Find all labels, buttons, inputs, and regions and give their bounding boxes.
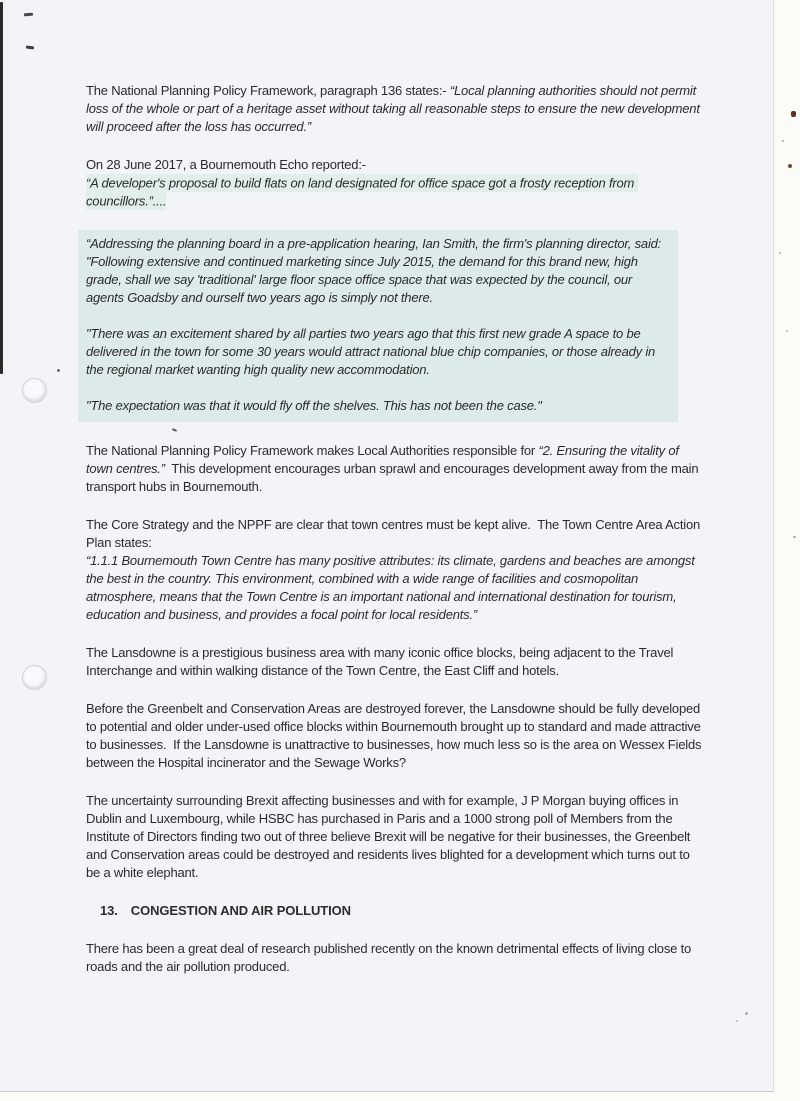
- paragraph: [86, 156, 702, 210]
- scan-speck: [57, 369, 60, 372]
- scan-speck: [745, 1012, 748, 1015]
- text-segment: “A developer's proposal to build flats on land designated for office space got a frosty reception from councillors.”....: [86, 175, 638, 208]
- scan-speck: [782, 140, 784, 142]
- scan-speck: [786, 330, 788, 332]
- nppf-paragraph-136: [86, 82, 702, 136]
- text-segment: The Core Strategy and the NPPF are clear that town centres must be kept alive. The Town Centre Area Action Plan states:: [86, 517, 704, 550]
- brexit-uncertainty: [86, 792, 702, 882]
- heading-number: 13.: [100, 903, 118, 918]
- greenbelt-conservation: [86, 700, 705, 772]
- bournemouth-echo-report: [86, 156, 702, 210]
- core-strategy-town-centre: [86, 516, 702, 624]
- scan-speck: [791, 111, 796, 117]
- paragraph: [86, 82, 702, 136]
- paragraph: [86, 516, 702, 624]
- lansdowne-business-area: [86, 644, 702, 680]
- nppf-vitality: [86, 442, 702, 496]
- text-segment: "There was an excitement shared by all parties two years ago that this first new grade A space to be delivered in the town for some 30 years would attract national blue chip companies, or those already in the regional market wanting high quality new accommodation.: [86, 326, 659, 377]
- text-segment: The uncertainty surrounding Brexit affecting businesses and with for example, J P Morgan buying offices in Dublin and Luxembourg, while HSBC has purchased in Paris and a 1000 strong poll of Members from the Institute of Directors finding two out of three believe Brexit will be negative for their businesses, the Greenbelt and Conservation areas could be destroyed and residents lives blighted for a development which turns out to be a white elephant.: [86, 793, 694, 880]
- ian-smith-quote-block: [78, 230, 678, 422]
- text-segment: “Local planning authorities should not permit loss of the whole or part of a heritage asset without taking all reasonable steps to ensure the new development will proceed after the loss has occurred.”: [86, 83, 704, 134]
- text-segment: The National Planning Policy Framework, paragraph 136 states:-: [86, 83, 450, 98]
- text-segment: Before the Greenbelt and Conservation Areas are destroyed forever, the Lansdowne should be fully developed to potential and older under-used office blocks within Bournemouth brought up to standard and made attractive to businesses. If the Lansdowne is unattractive to businesses, how much less so is the area on Wessex Fields between the Hospital incinerator and the Sewage Works?: [86, 701, 705, 770]
- text-segment: "The expectation was that it would fly off the shelves. This has not been the case.": [86, 398, 542, 413]
- document-text: [86, 82, 705, 996]
- text-segment: There has been a great deal of research published recently on the known detrimental effects of living close to roads and the air pollution produced.: [86, 941, 695, 974]
- scan-speck: [779, 252, 781, 254]
- text-segment: The Lansdowne is a prestigious business area with many iconic office blocks, being adjacent to the Travel Interchange and within walking distance of the Town Centre, the East Cliff and hotels.: [86, 645, 677, 678]
- paragraph: [86, 235, 670, 307]
- hole-punch: [22, 665, 47, 690]
- text-segment: The National Planning Policy Framework makes Local Authorities responsible for: [86, 443, 539, 458]
- paragraph: [86, 940, 702, 976]
- paragraph: [86, 644, 702, 680]
- heading-13-congestion: [100, 902, 702, 920]
- pen-mark: [26, 45, 34, 49]
- paragraph: [86, 442, 702, 496]
- text-segment: “Addressing the planning board in a pre-application hearing, Ian Smith, the firm's planning director, said: "Following extensive and continued marketing since July 2015, the demand for this brand new, high grade, shall we say 'traditional' large floor space office space that was expected by the council, our agents Goadsby and ourself two years ago is simply not there.: [86, 236, 665, 305]
- scan-speck: [788, 164, 792, 168]
- text-segment: “1.1.1 Bournemouth Town Centre has many positive attributes: its climate, gardens and beaches are amongst the best in the country. This environment, combined with a wide range of facilities and cosmopolitan atmosphere, means that the Town Centre is an important national and international destination for tourism, education and business, and provides a focal point for local residents.”: [86, 553, 699, 622]
- paragraph: [86, 397, 670, 415]
- scan-speck: [793, 536, 796, 538]
- text-segment: On 28 June 2017, a Bournemouth Echo reported:-: [86, 157, 366, 172]
- paragraph: [86, 325, 670, 379]
- pen-mark: [24, 13, 33, 17]
- scan-speck: [736, 1020, 738, 1022]
- hole-punch: [22, 378, 47, 403]
- heading-title: CONGESTION AND AIR POLLUTION: [130, 903, 351, 918]
- paragraph: [86, 792, 702, 882]
- scan-edge-shadow: [0, 2, 3, 374]
- text-segment: “2. Ensuring the vitality of town centres.”: [86, 443, 683, 476]
- air-pollution-research: [86, 940, 702, 976]
- text-segment: This development encourages urban sprawl and encourages development away from the main transport hubs in Bournemouth.: [86, 461, 702, 494]
- paragraph: [86, 700, 705, 772]
